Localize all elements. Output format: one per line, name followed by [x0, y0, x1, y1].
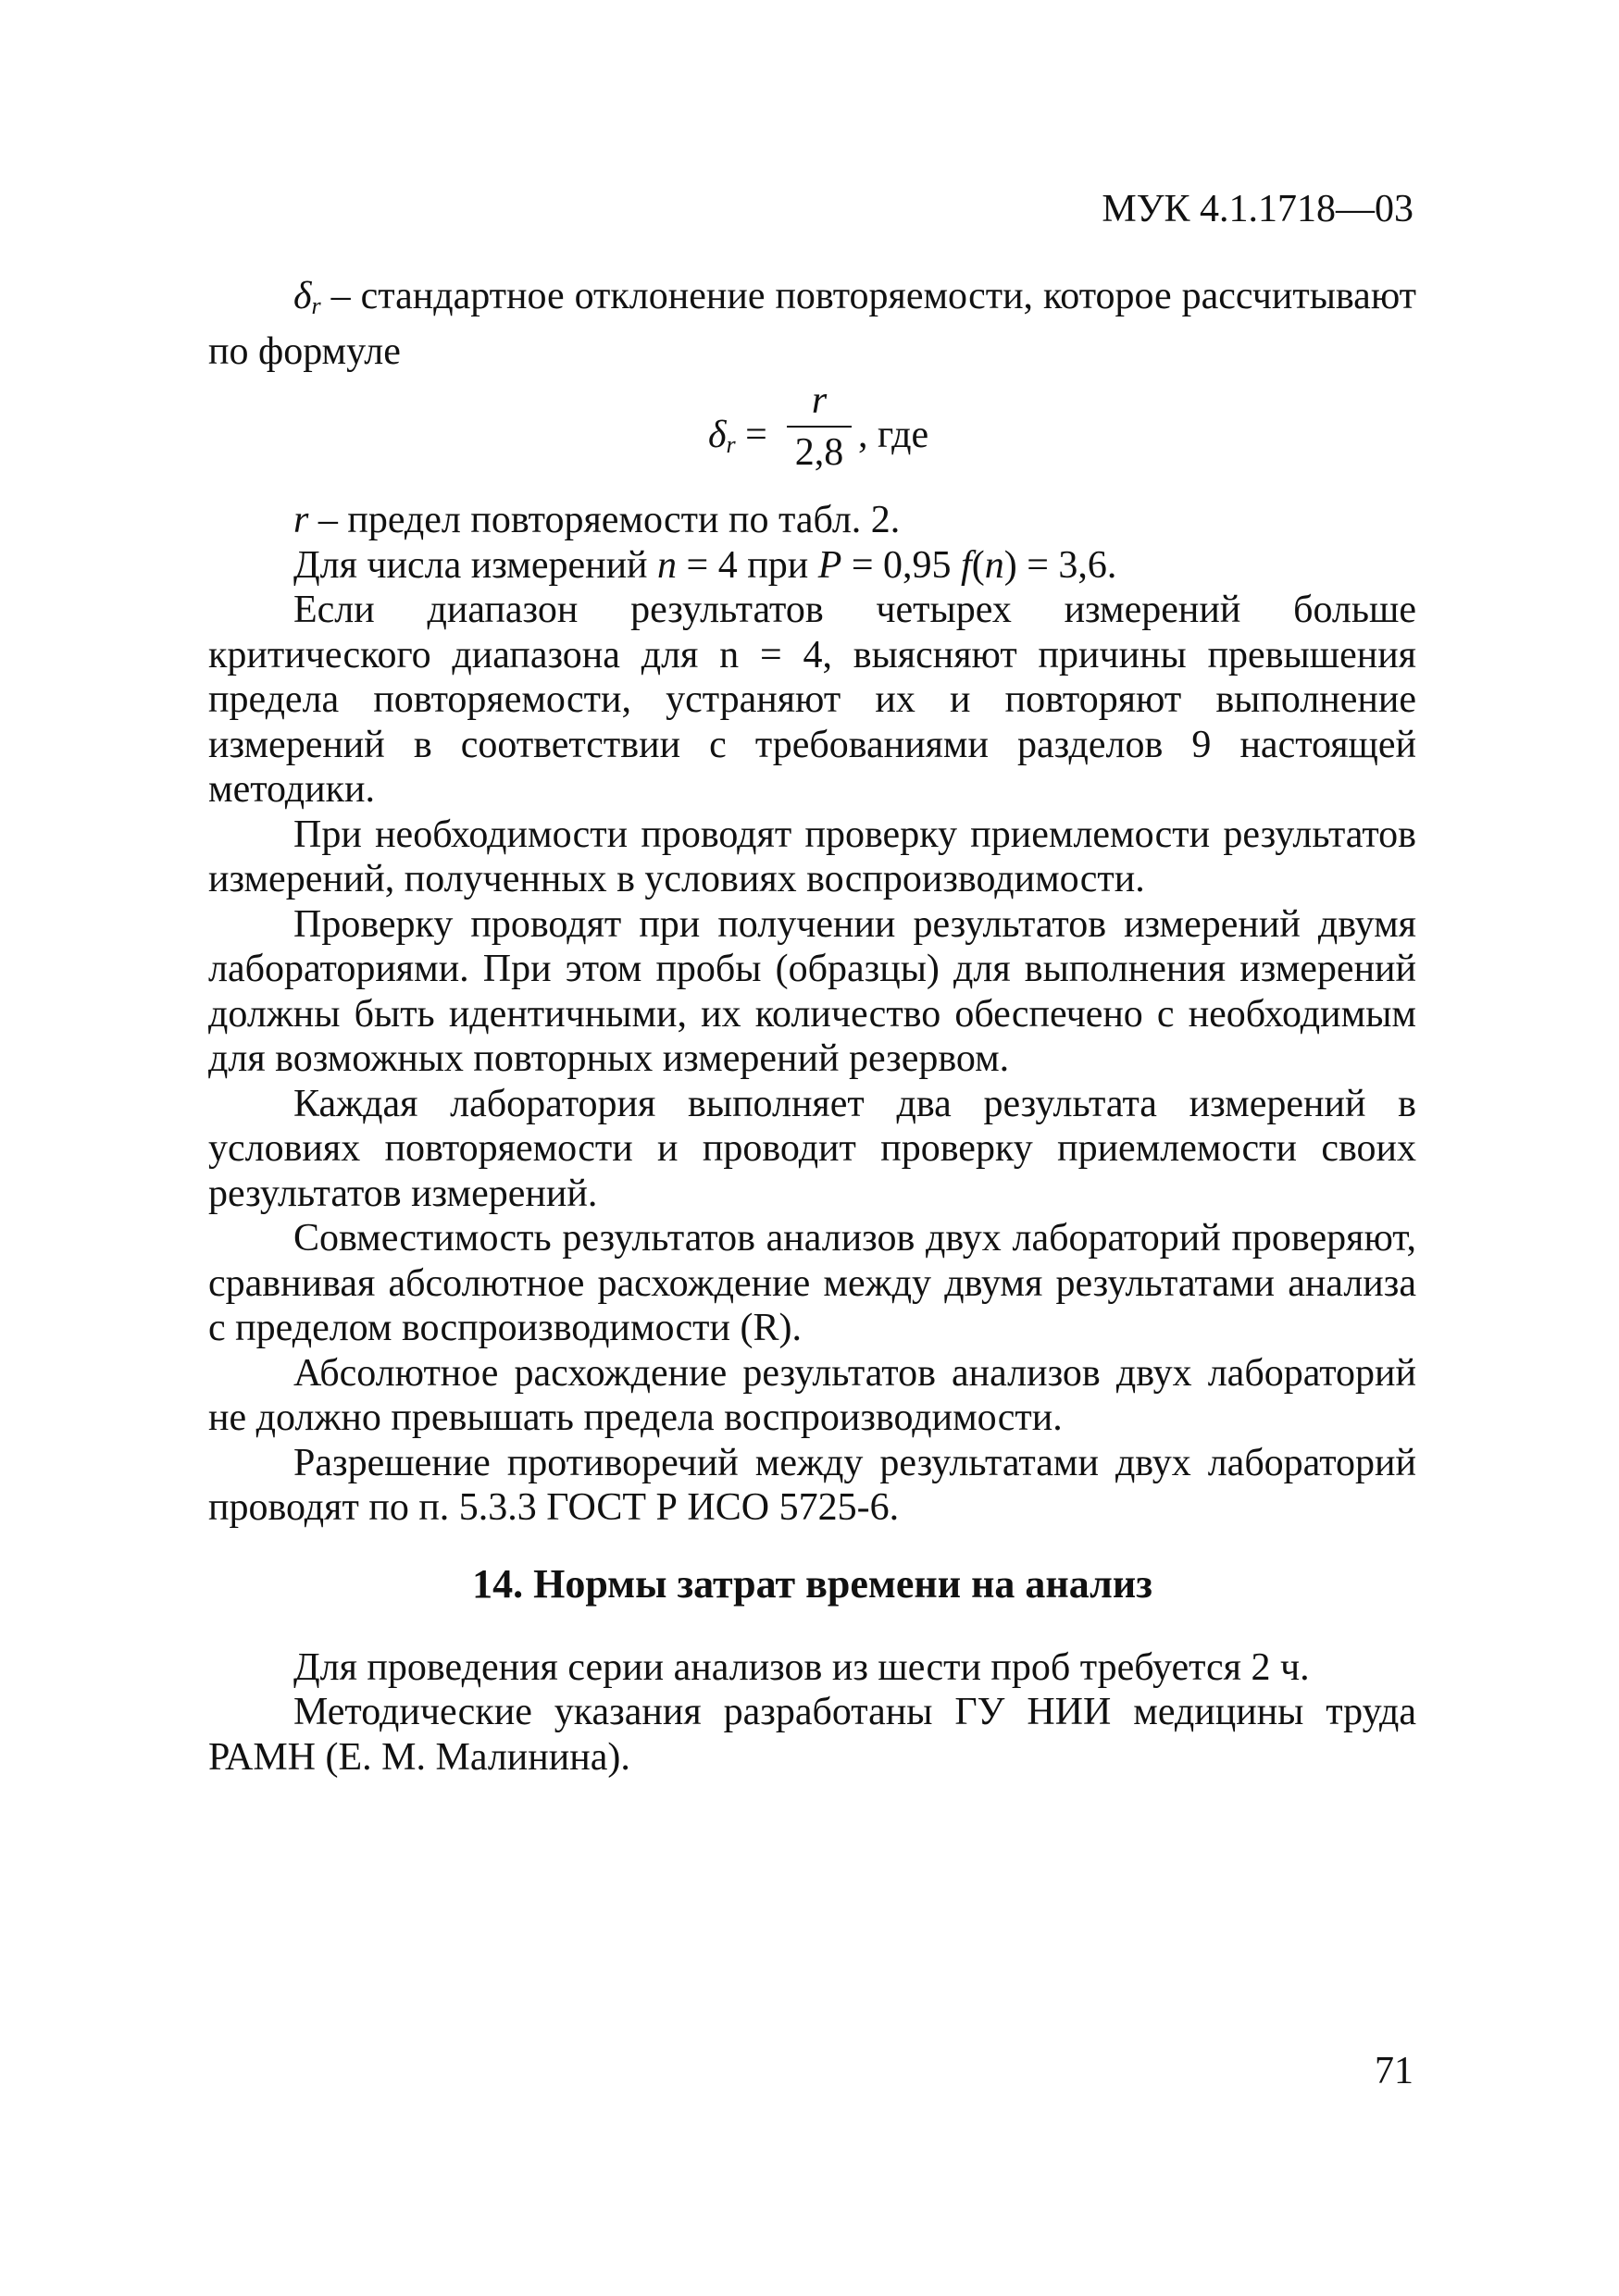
p-variable: P — [817, 543, 842, 587]
definition-paragraph — [208, 274, 1416, 374]
formula-block — [208, 378, 1416, 498]
definition-dash: – — [320, 275, 361, 317]
formula-fraction — [787, 378, 852, 476]
formula-numerator: r — [811, 379, 828, 422]
r-definition-text: – предел повторяемости по табл. 2. — [308, 499, 901, 541]
delta-subscript: r — [311, 292, 321, 319]
r-definition-paragraph — [208, 498, 1416, 543]
delta-symbol: δ — [293, 275, 312, 317]
body-paragraph: Разрешение противоречий между результатами двух лабораторий проводят по п. 5.3.3 ГОСТ Р ИСО 5725-6. — [208, 1441, 1416, 1529]
section-paragraph: Методические указания разработаны ГУ НИИ медицины труда РАМН (Е. М. Малинина). — [208, 1691, 1416, 1779]
body-paragraph: Проверку проводят при получении результатов измерений двумя лабораториями. При этом пробы (образцы) для выполнения измерений должны быть идентичными, их количество обеспечено с необходимым для возможных повторных измерений резервом. — [208, 902, 1416, 1080]
section-paragraph: Для проведения серии анализов из шести проб требуется 2 ч. — [293, 1645, 1310, 1689]
measurements-prefix: Для числа измерений — [293, 543, 658, 587]
n-equals: = 4 при — [677, 543, 818, 587]
body-paragraph: При необходимости проводят проверку приемлемости результатов измерений, полученных в условиях воспроизводимости. — [208, 813, 1416, 900]
formula-delta-subscript: r — [726, 431, 736, 458]
measurements-paragraph — [208, 543, 1416, 589]
f-open-paren: ( — [971, 543, 985, 587]
formula-equals: = — [735, 414, 767, 456]
p-equals: = 0,95 — [841, 543, 962, 587]
r-symbol: r — [293, 499, 309, 541]
formula-delta: δ — [708, 414, 727, 456]
f-argument: n — [984, 543, 1004, 587]
page-content — [208, 274, 1416, 1780]
page-number: 71 — [1375, 2050, 1414, 2092]
n-variable: n — [657, 543, 678, 587]
fraction-bar — [787, 426, 852, 428]
formula-denominator: 2,8 — [794, 431, 844, 474]
f-result: ) = 3,6. — [1003, 543, 1117, 587]
definition-text: стандартное отклонение повторяемости, которое рассчитывают по формуле — [208, 275, 1417, 373]
formula-tail: , где — [858, 414, 929, 456]
formula-lhs — [708, 413, 767, 468]
body-paragraph: Если диапазон результатов четырех измерений больше критического диапазона для n = 4, выясняют причины превышения предела повторяемости, устраняют их и повторяют выполнение измерений в соответствии с требованиями разделов 9 настоящей методики. — [208, 589, 1416, 811]
section-heading: 14. Нормы затрат времени на анализ — [472, 1560, 1152, 1607]
f-function: f — [961, 543, 972, 587]
document-code-header: МУК 4.1.1718—03 — [1102, 188, 1414, 230]
body-paragraph: Каждая лаборатория выполняет два результата измерений в условиях повторяемости и проводит проверку приемлемости своих результатов измерений. — [208, 1082, 1416, 1215]
body-paragraph: Совместимость результатов анализов двух лабораторий проверяют, сравнивая абсолютное расхождение между двумя результатами анализа с пределом воспроизводимости (R). — [208, 1217, 1416, 1349]
body-paragraph: Абсолютное расхождение результатов анализов двух лабораторий не должно превышать предела воспроизводимости. — [208, 1351, 1416, 1439]
